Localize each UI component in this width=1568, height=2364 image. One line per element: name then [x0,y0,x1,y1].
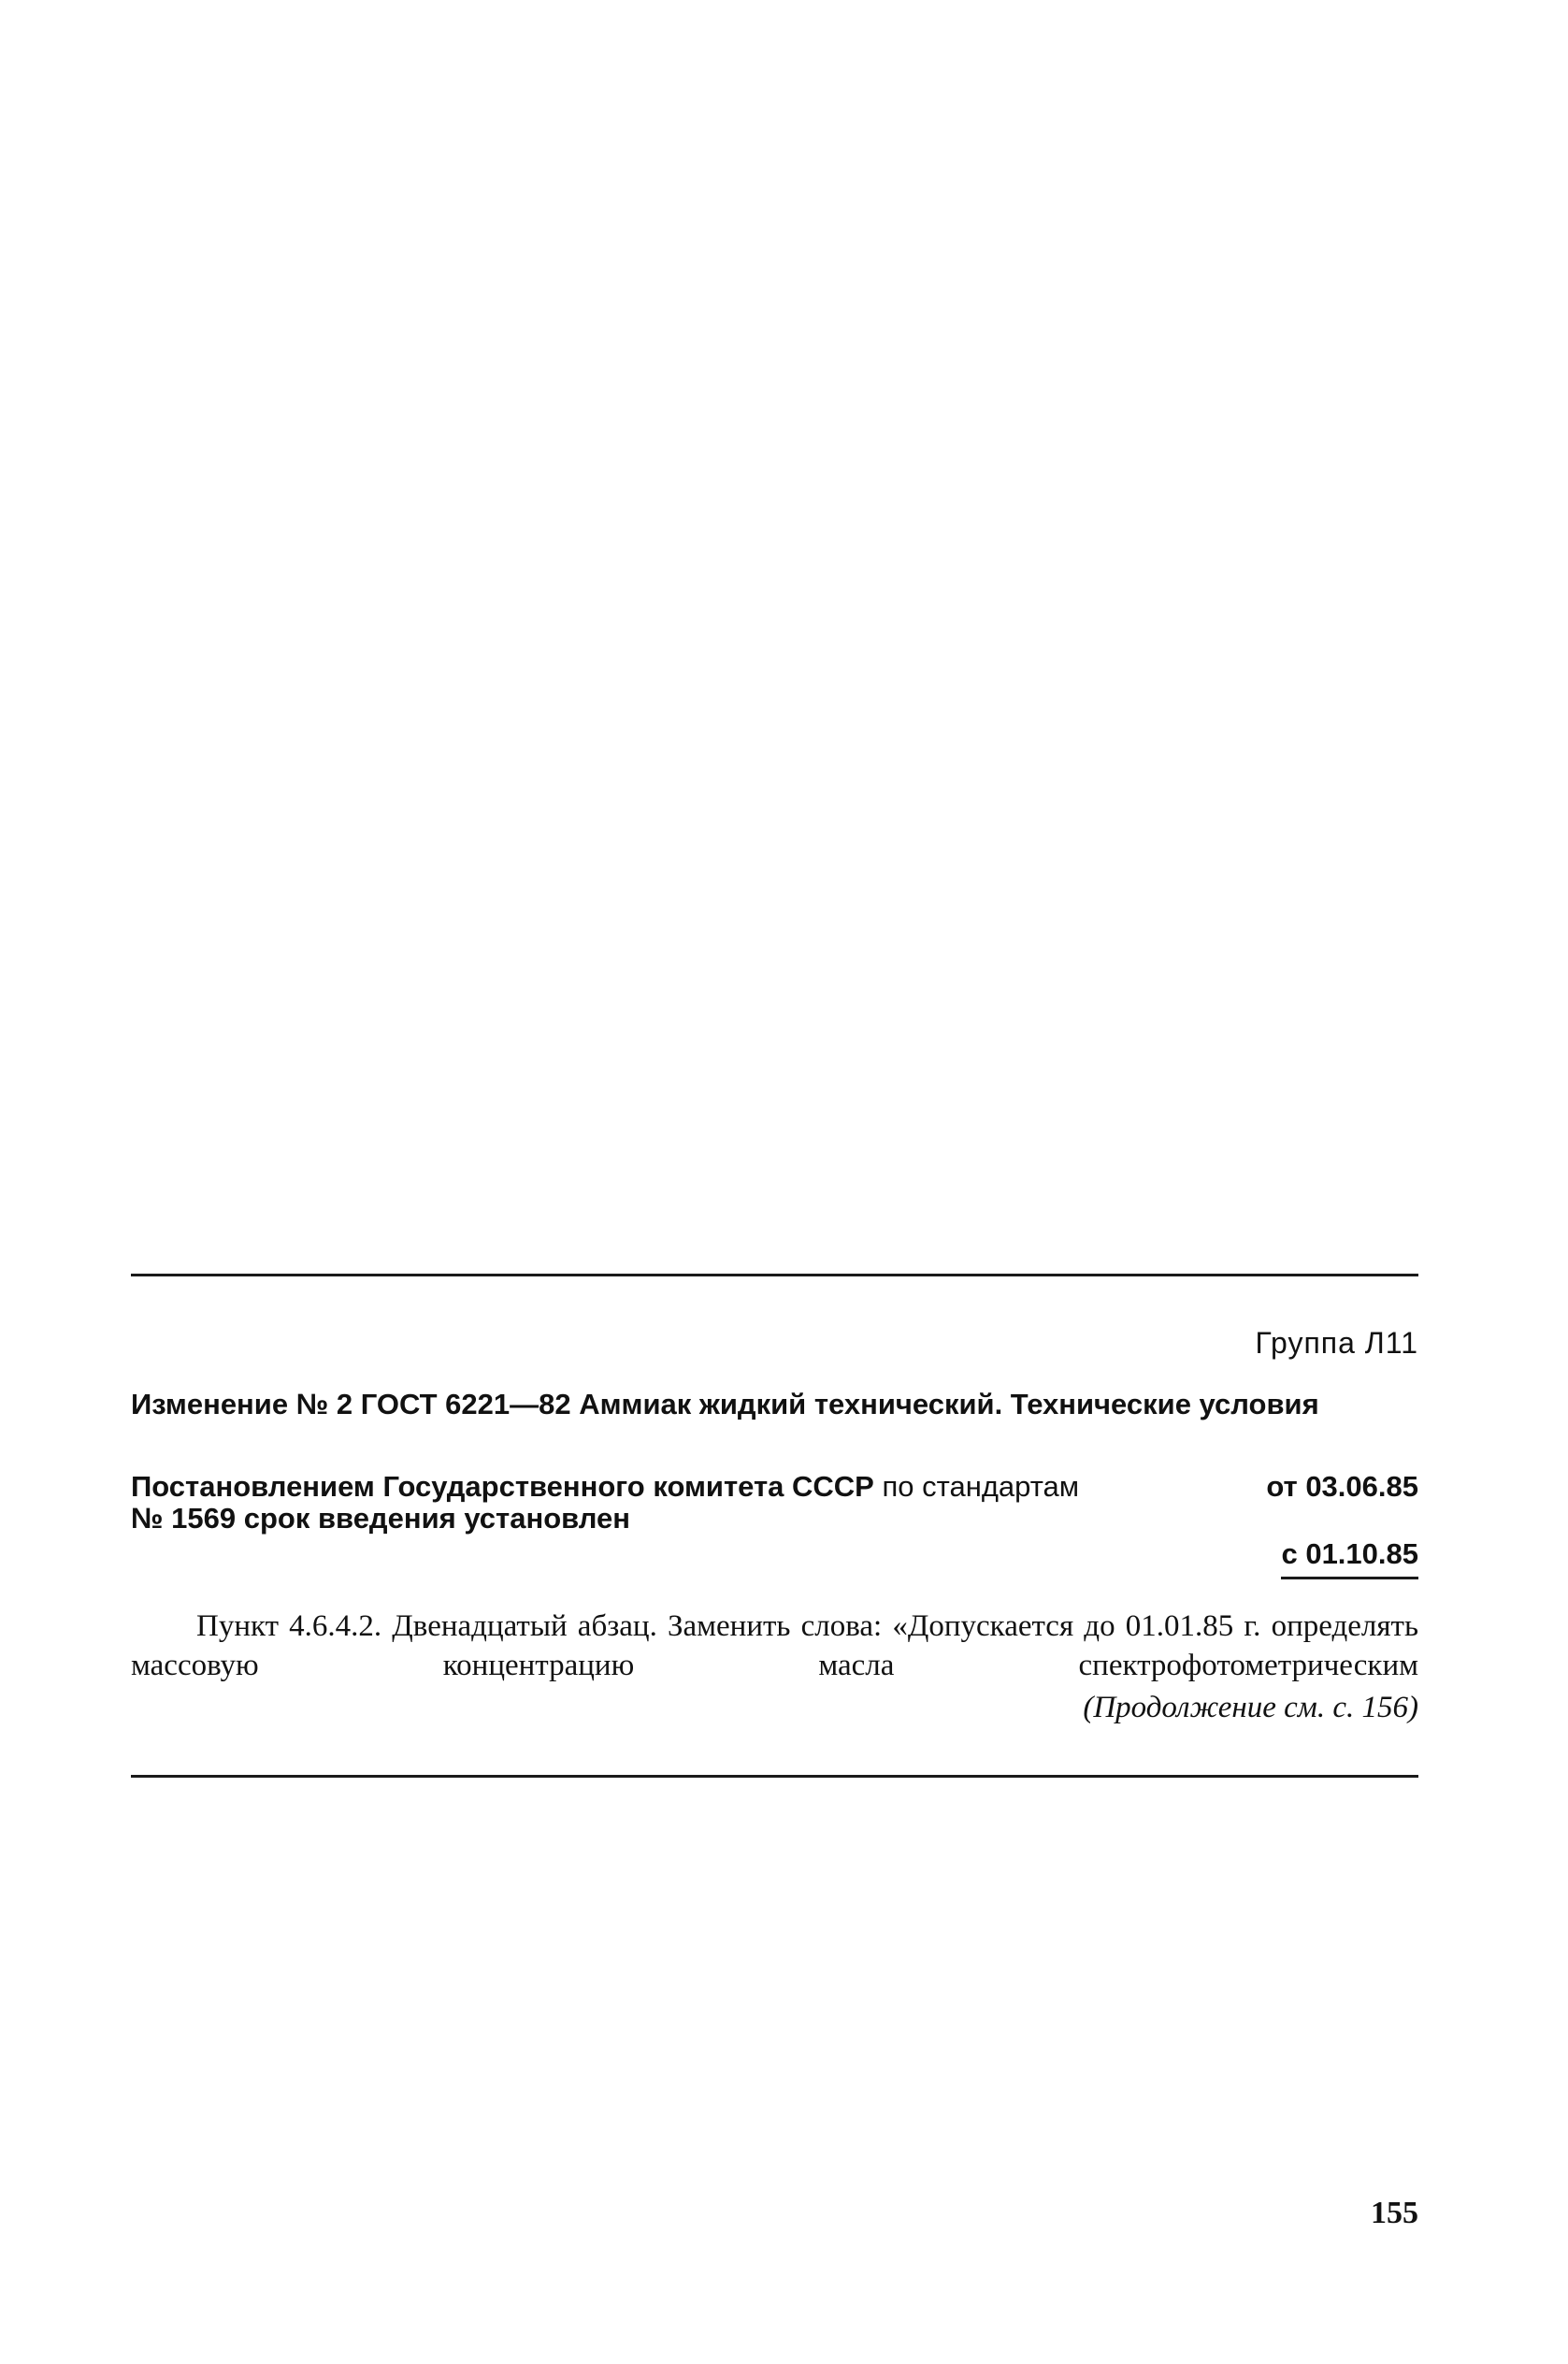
continuation-note: (Продолжение см. с. 156) [1083,1691,1418,1724]
decree-normal-text: по стандартам [873,1470,1080,1503]
decree-block [131,1471,1418,1535]
decree-date: от 03.06.85 [1266,1470,1418,1503]
group-label: Группа Л11 [1255,1326,1418,1360]
top-divider [131,1274,1418,1276]
decree-bold-text: Постановлением Государственного комитета СССР [131,1470,874,1503]
bottom-divider [131,1775,1418,1778]
page-number: 155 [1371,2196,1418,2230]
decree-line-2 [131,1503,1418,1535]
decree-number: № 1569 срок введения установлен [131,1502,631,1535]
decree-line-1 [131,1471,1418,1503]
decree-text [131,1471,1079,1503]
effective-date: с 01.10.85 [1281,1537,1418,1579]
body-paragraph: Пункт 4.6.4.2. Двенадцатый абзац. Заменить слова: «Допускается до 01.01.85 г. определять массовую концентрацию масла спектрофотометрическим [131,1609,1418,1682]
amendment-title: Изменение № 2 ГОСТ 6221—82 Аммиак жидкий технический. Технические условия [131,1388,1319,1420]
amendment-body [131,1607,1418,1685]
